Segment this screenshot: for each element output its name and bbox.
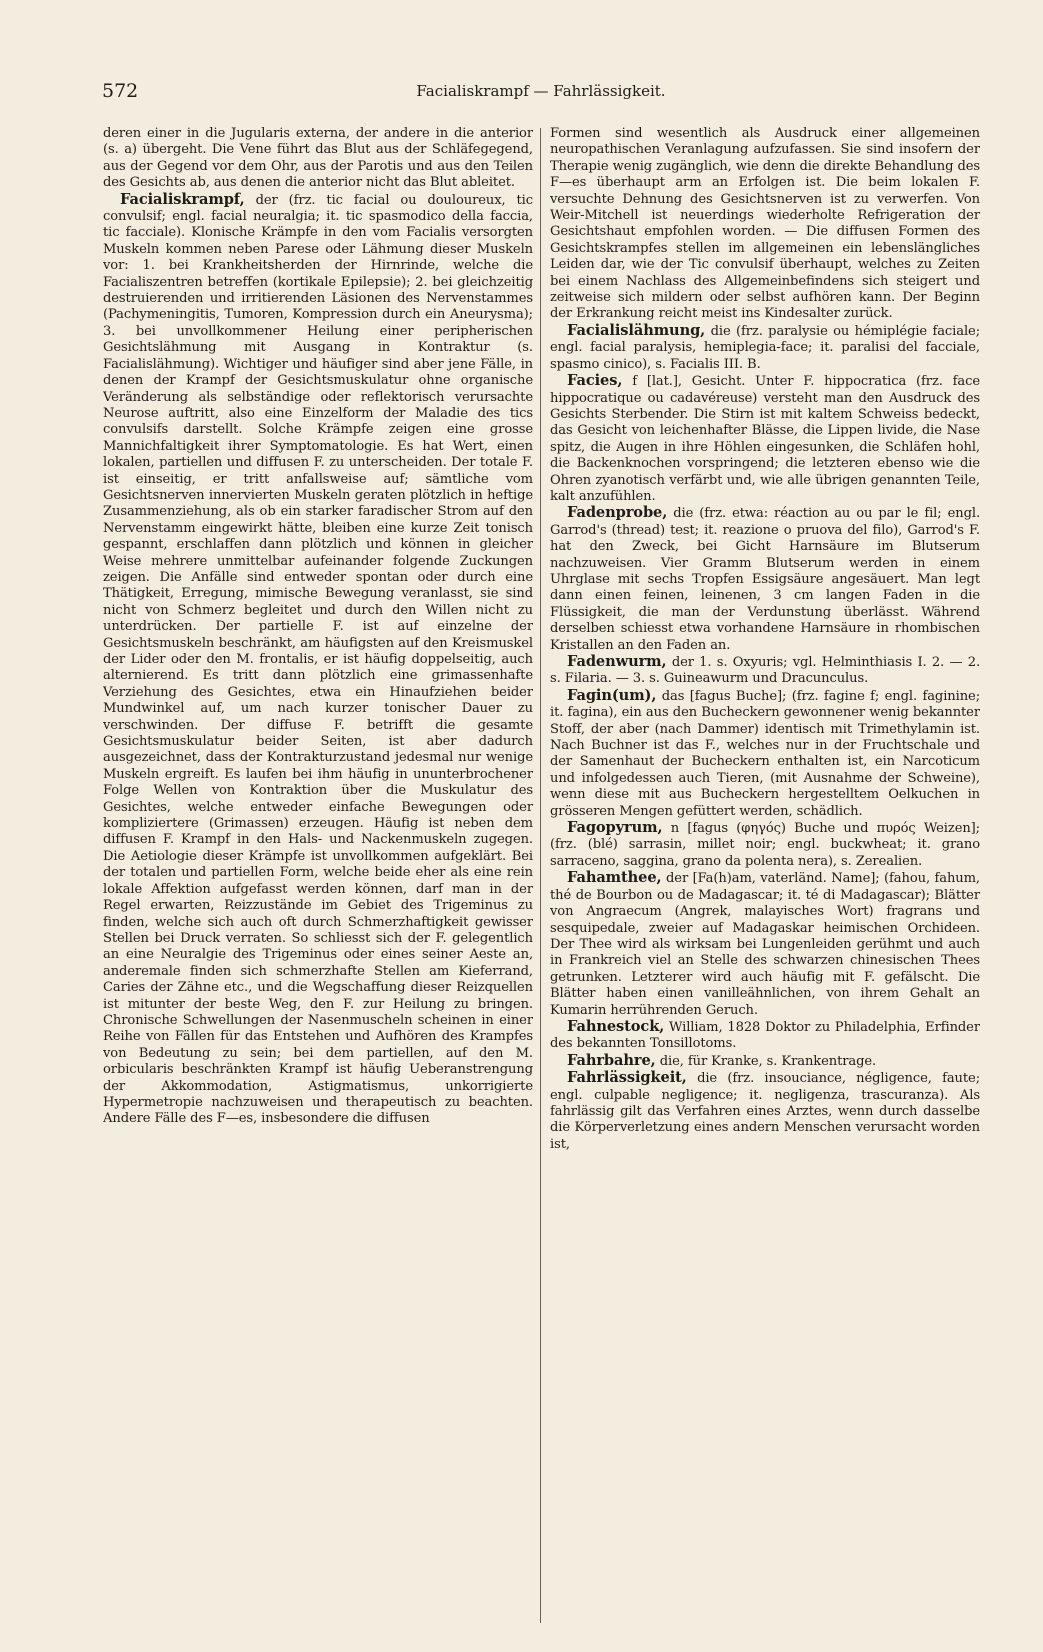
- entry-fahnestock: [550, 1019, 980, 1053]
- column-divider: [540, 128, 541, 1623]
- entry-continuation: [103, 126, 533, 192]
- entry-facies: [550, 373, 980, 505]
- entry-fadenprobe: [550, 505, 980, 654]
- entry-fahamthee: [550, 870, 980, 1019]
- entry-headword: Fadenprobe,: [567, 504, 668, 522]
- entry-headword: Facialislähmung,: [567, 321, 706, 339]
- entry-headword: Fagopyrum,: [567, 819, 663, 837]
- entry-headword: Fahrlässigkeit,: [567, 1069, 687, 1087]
- entry-text: William, 1828 Doktor zu Philadelphia, Erfinder des bekannten Tonsillotoms.: [550, 1019, 980, 1052]
- entry-fagopyrum: [550, 820, 980, 870]
- entry-headword: Fahamthee,: [567, 869, 662, 887]
- entry-text: f [lat.], Gesicht. Unter F. hippocratica (frz. face hippocratique ou cadavéreuse) versteht man den Ausdruck des Gesichts Sterbender. Die Stirn ist mit kaltem Schweiss bedeckt, das Gesicht von leichenhafter Blässe, die Lippen livide, die Nase spitz, die Augen in ihre Höhlen eingesunken, die Schläfen hohl, die Backenknochen vorspringend; die letzteren ebenso wie die Ohren zyanotisch verfärbt und, wie alle übrigen genannten Teile, kalt anzufühlen.: [550, 374, 980, 504]
- entry-text: der [Fa(h)am, vaterländ. Name]; (fahou, fahum, thé de Bourbon ou de Madagascar; it. té di Madagascar); Blätter von Angraecum (Angrek, malayisches Wort) fragrans und sesquipedale, zweier auf Madagaskar heimischen Orchideen. Der Thee wird als wirksam bei Lungenleiden gerühmt und auch in Frankreich viel an Stelle des schwarzen chinesischen Thees getrunken. Letzterer wird auch häufig mit F. gefälscht. Die Blätter haben einen vanilleähnlichen, von ihrem Gehalt an Kumarin herrührenden Geruch.: [550, 871, 980, 1018]
- page-header: [102, 80, 980, 108]
- entry-text: Formen sind wesentlich als Ausdruck einer allgemeinen neuropathischen Veranlagung aufzufassen. Sie sind insofern der Therapie wenig zugänglich, wie denn die direkte Behandlung des F—es überhaupt arm an Erfolgen ist. Die beim lokalen F. versuchte Dehnung des Gesichtsnerven ist zu verwerfen. Von Weir-Mitchell ist neuerdings wiederholte Refrigeration der Gesichtshaut empfohlen worden. — Die diffusen Formen des Gesichtskrampfes stellen im allgemeinen ein lebenslängliches Leiden dar, wie der Tic convulsif überhaupt, welches zu Zeiten bei einem Nachlass des Allgemeinbefindens sich steigert und zeitweise sich mildern oder selbst aufhören kann. Der Beginn der Erkrankung reicht meist ins Kindesalter zurück.: [550, 126, 980, 322]
- entry-continuation: [550, 126, 980, 323]
- entry-headword: Facies,: [567, 372, 623, 390]
- entry-text: deren einer in die Jugularis externa, der andere in die anterior (s. a) übergeht. Die Vene führt das Blut aus der Schläfegegend, aus der Gegend vor dem Ohr, aus der Parotis und aus den Teilen des Gesichts ab, aus denen die anterior nicht das Blut ableitet.: [103, 126, 533, 191]
- entry-headword: Fahnestock,: [567, 1017, 665, 1035]
- entry-text: die (frz. etwa: réaction au ou par le fil; engl. Garrod's (thread) test; it. reazione o pruova del filo), Garrod's F. hat den Zweck, bei Gicht Harnsäure im Blutserum nachzuweisen. Vier Gramm Blutserum werden in einem Uhrglase mit sechs Tropfen Essigsäure angesäuert. Man legt dann einen feinen, leinenen, 3 cm langen Faden in die Flüssigkeit, die man der Verdunstung überlässt. Während derselben schiesst etwa vorhandene Harnsäure in rhombischen Kristallen an den Faden an.: [550, 506, 980, 653]
- entry-text: n [fagus (φηγός) Buche und πυρός Weizen]; (frz. (blé) sarrasin, millet noir; engl. buckwheat; it. grano sarraceno, saggina, grano da polenta nera), s. Zerealien.: [550, 821, 980, 869]
- entry-headword: Fagin(um),: [567, 686, 657, 704]
- entry-text: die (frz. paralysie ou hémiplégie faciale; engl. facial paralysis, hemiplegia-face; it. paralisi del facciale, spasmo cinico), s. Facialis III. B.: [550, 323, 980, 372]
- entry-text: die, für Kranke, s. Krankentrage.: [659, 1053, 877, 1069]
- entry-headword: Fahrbahre,: [567, 1051, 656, 1069]
- entry-facialislaehmung: [550, 323, 980, 373]
- entry-text: der (frz. tic facial ou douloureux, tic convulsif; engl. facial neuralgia; it. tic spasmodico della faccia, tic facciale). Klonische Krämpfe in den vom Facialis versorgten Muskeln kommen neben Parese oder Lähmung dieser Muskeln vor: 1. bei Krankheitsherden der Hirnrinde, welche die Facialiszentren betreffen (kortikale Epilepsie); 2. bei gleichzeitig destruierenden und irritierenden Läsionen des Nervenstammes (Pachymeningitis, Tumoren, Kompression durch ein Aneurysma); 3. bei unvollkommener Heilung einer peripherischen Gesichtslähmung mit Ausgang in Kontraktur (s. Facialislähmung). Wichtiger und häufiger sind aber jene Fälle, in denen der Krampf der Gesichtsmuskulatur ohne organische Veränderung als selbständige oder reflektorisch verursachte Neurose auftritt, also eine Einzelform der Maladie des tics convulsifs darstellt. Solche Krämpfe zeigen eine grosse Mannichfaltigkeit ihrer Symptomatologie. Es hat Wert, einen lokalen, partiellen und diffusen F. zu unterscheiden. Der totale F. ist einseitig, er tritt anfallsweise auf; sämtliche vom Gesichtsnerven innervierten Muskeln geraten plötzlich in heftige Zusammenziehung, als ob ein starker faradischer Strom auf den Nervenstamm eingewirkt hätte, bleiben eine kurze Zeit tonisch gespannt, erschlaffen dann plötzlich und können in gleicher Weise mehrere unmittelbar aufeinander folgende Zuckungen zeigen. Die Anfälle sind entweder spontan oder durch eine Thätigkeit, Erregung, mimische Bewegung veranlasst, sie sind nicht von Schmerz begleitet und durch den Willen nicht zu unterdrücken. Der partielle F. ist auf einzelne der Gesichtsmuskeln beschränkt, am häufigsten auf den Kreismuskel der Lider oder den M. frontalis, er ist häufig doppelseitig, auch alternierend. Es tritt dann plötzlich eine grimassenhafte Verziehung des Gesichtes, etwa ein Hinaufziehen beider Mundwinkel auf, um nach kurzer tonischer Dauer zu verschwinden. Der diffuse F. betrifft die gesamte Gesichtsmuskulatur beider Seiten, ist aber dadurch ausgezeichnet, dass der Kontrakturzustand jedesmal nur wenige Muskeln ergreift. Es laufen bei ihm häufig in ununterbrochener Folge Wellen von Kontraktion über die Muskulatur des Gesichtes, welche entweder einfache Bewegungen oder kompliziertere (Grimassen) erzeugen. Häufig ist neben dem diffusen F. Krampf in den Hals- und Nackenmuskeln zugegen. Die Aetiologie dieser Krämpfe ist unvollkommen aufgeklärt. Bei der totalen und partiellen Form, welche beide eher als eine rein lokale Affektion aufgefasst werden können, darf man in der Regel erwarten, Reizzustände im Gebiet des Trigeminus zu finden, welche sich auch oft durch Schmerzhaftigkeit gewisser Stellen bei Druck verraten. So schliesst sich der F. gelegentlich an eine Neuralgie des Trigeminus oder eines seiner Aeste an, anderemale finden sich schmerzhafte Stellen am Kieferrand, Caries der Zähne etc., und die Wegschaffung dieser Reizquellen ist mitunter der beste Weg, den F. zur Heilung zu bringen. Chronische Schwellungen der Nasenmuscheln scheinen in einer Reihe von Fällen für das Entstehen und Aufhören des Krampfes von Bedeutung zu sein; bei dem partiellen, auf den M. orbicularis beschränkten Krampf ist häufig Ueberanstrengung der Akkommodation, Astigmatismus, unkorrigierte Hypermetropie nachzuweisen und therapeutisch zu beachten. Andere Fälle des F—es, insbesondere die diffusen: [103, 192, 533, 1127]
- right-column: [550, 126, 980, 1626]
- entry-headword: Fadenwurm,: [567, 653, 667, 670]
- entry-fagin: [550, 688, 980, 820]
- entry-text: die (frz. insouciance, négligence, faute; engl. culpable negligence; it. negligenza, trascuranza). Als fahrlässig gilt das Verfahren eines Arztes, wenn durch dasselbe die Körperverletzung eines andern Menschen verursacht worden ist,: [550, 1071, 980, 1152]
- entry-facialiskrampf: [103, 192, 533, 1128]
- entry-fahrlaessigkeit: [550, 1070, 980, 1153]
- left-column: [103, 126, 533, 1626]
- entry-headword: Facialiskrampf,: [120, 190, 245, 208]
- entry-text: das [fagus Buche]; (frz. fagine f; engl. faginine; it. fagina), ein aus den Bucheckern gewonnener wenig bekannter Stoff, der aber (nach Dammer) identisch mit Trimethylamin ist. Nach Buchner ist das F., welches nur in der Fruchtschale und der Samenhaut der Bucheckern enthalten ist, ein Narcoticum und infolgedessen auch Tieren, (mit Ausnahme der Schweine), wenn diese mit aus Bucheckern hergestelltem Oelkuchen in grösseren Mengen gefüttert werden, schädlich.: [550, 688, 980, 819]
- entry-text: der 1. s. Oxyuris; vgl. Helminthiasis I. 2. — 2. s. Filaria. — 3. s. Guineawurm und Dracunculus.: [550, 655, 980, 687]
- page-number: 572: [102, 80, 139, 102]
- running-title: Facialiskrampf — Fahrlässigkeit.: [416, 82, 666, 100]
- entry-fadenwurm: [550, 654, 980, 688]
- entry-fahrbahre: [550, 1053, 980, 1070]
